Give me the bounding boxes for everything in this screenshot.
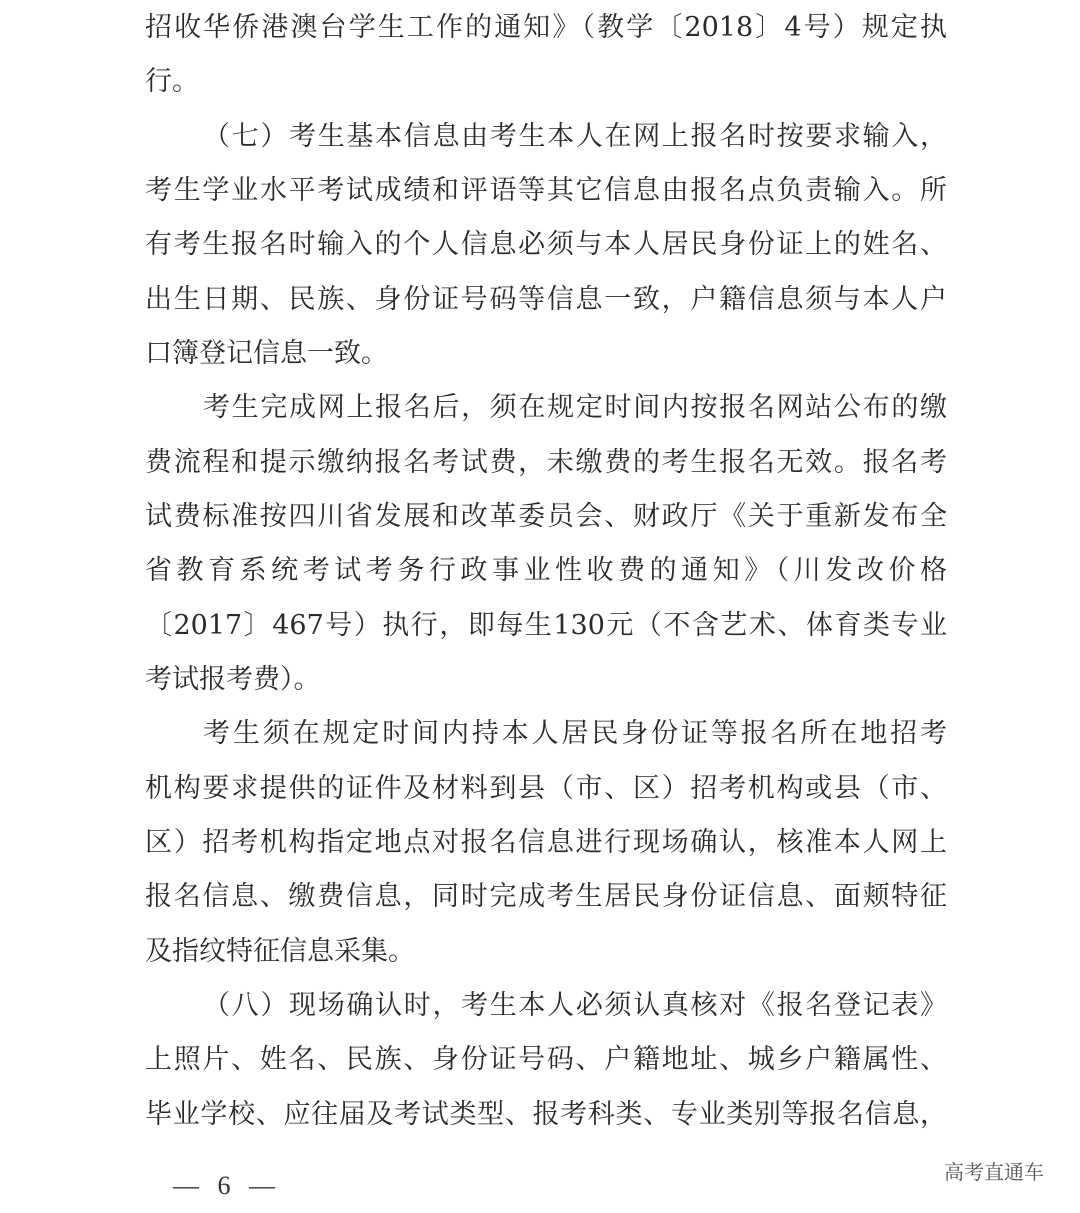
watermark: 高考直通车 <box>944 1160 1044 1184</box>
text-line: 机构要求提供的证件及材料到县（市、区）招考机构或县（市、 <box>145 773 947 804</box>
text-line: 出生日期、民族、身份证号码等信息一致，户籍信息须与本人户 <box>145 284 947 315</box>
text-line: 毕业学校、应往届及考试类型、报考科类、专业类别等报名信息， <box>145 1099 947 1130</box>
text-line: 省教育系统考试考务行政事业性收费的通知》（川发改价格 <box>145 555 947 586</box>
text-line: 及指纹特征信息采集。 <box>145 936 415 967</box>
text-line: 费流程和提示缴纳报名考试费，未缴费的考生报名无效。报名考 <box>145 447 947 478</box>
section-heading-8: （八）现场确认时，考生本人必须认真核对《报名登记表》 <box>203 990 947 1021</box>
text-line: 行。 <box>145 66 199 97</box>
paragraph-start: 考生须在规定时间内持本人居民身份证等报名所在地招考 <box>203 718 947 749</box>
text-line: 口簿登记信息一致。 <box>145 338 388 369</box>
text-line: 考试报考费）。 <box>145 664 321 695</box>
paragraph-start: 考生完成网上报名后，须在规定时间内按报名网站公布的缴 <box>203 392 947 423</box>
text-line: 试费标准按四川省发展和改革委员会、财政厅《关于重新发布全 <box>145 501 947 532</box>
section-heading-7: （七）考生基本信息由考生本人在网上报名时按要求输入， <box>203 121 947 152</box>
page-number: — 6 — <box>173 1171 281 1200</box>
text-line: 区）招考机构指定地点对报名信息进行现场确认，核准本人网上 <box>145 827 947 858</box>
text-line: 有考生报名时输入的个人信息必须与本人居民身份证上的姓名、 <box>145 229 947 260</box>
text-line: 招收华侨港澳台学生工作的通知》（教学〔2018〕4号）规定执 <box>145 12 947 43</box>
text-line: 报名信息、缴费信息，同时完成考生居民身份证信息、面颊特征 <box>145 881 947 912</box>
text-line: 〔2017〕467号）执行，即每生130元（不含艺术、体育类专业 <box>145 610 947 641</box>
text-line: 考生学业水平考试成绩和评语等其它信息由报名点负责输入。所 <box>145 175 947 206</box>
text-line: 上照片、姓名、民族、身份证号码、户籍地址、城乡户籍属性、 <box>145 1044 947 1075</box>
